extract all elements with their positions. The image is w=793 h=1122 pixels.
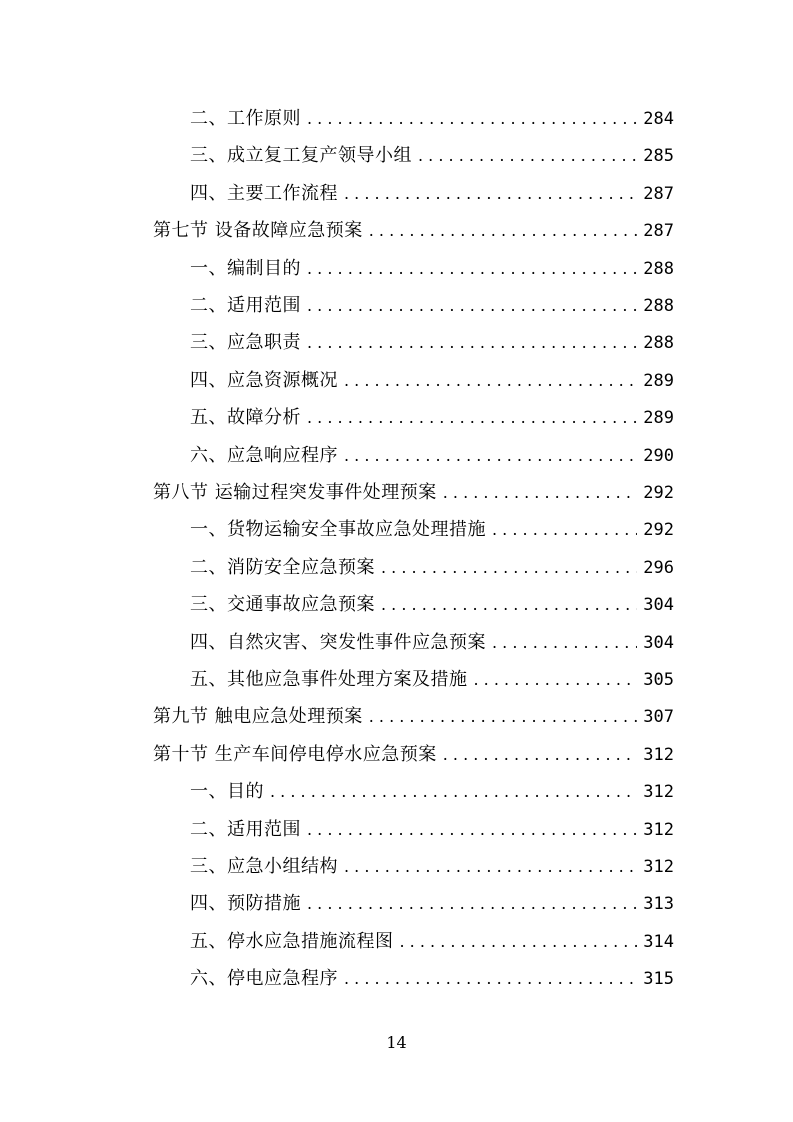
toc-dot-leader <box>307 885 637 922</box>
toc-entry-title: 三、应急小组结构 <box>190 856 338 877</box>
toc-entry-page-number: 289 <box>643 408 674 429</box>
toc-dot-leader <box>418 137 637 174</box>
toc-dot-leader <box>344 362 637 399</box>
toc-entry-title: 五、停水应急措施流程图 <box>190 930 394 952</box>
toc-subsection-entry[interactable] <box>190 250 674 287</box>
toc-entry-page-number: 287 <box>643 183 674 204</box>
toc-subsection-entry[interactable] <box>190 511 674 548</box>
toc-subsection-entry[interactable] <box>190 287 674 324</box>
toc-section-entry[interactable] <box>153 474 674 511</box>
toc-entry-title: 三、应急职责 <box>190 332 301 354</box>
toc-entry-title: 六、应急响应程序 <box>190 444 338 466</box>
toc-entry-title: 四、应急资源概况 <box>190 369 338 391</box>
toc-entry-page-number: 292 <box>643 483 674 503</box>
toc-subsection-entry[interactable] <box>190 773 674 810</box>
toc-entry-page-number: 288 <box>643 333 674 354</box>
toc-subsection-entry[interactable] <box>190 175 674 212</box>
toc-entry-title: 第七节 设备故障应急预案 <box>153 220 363 242</box>
toc-entry-page-number: 287 <box>643 221 674 242</box>
toc-entry-title: 四、自然灾害、突发性事件应急预案 <box>190 631 486 653</box>
toc-subsection-entry[interactable] <box>190 811 674 848</box>
toc-dot-leader <box>443 736 638 773</box>
toc-dot-leader <box>307 287 637 324</box>
toc-dot-leader <box>307 250 637 287</box>
toc-entry-page-number: 313 <box>643 894 674 915</box>
toc-entry-title: 一、货物运输安全事故应急处理措施 <box>190 519 486 541</box>
toc-entry-title: 二、工作原则 <box>190 108 301 129</box>
toc-entry-title: 三、成立复工复产领导小组 <box>190 145 412 167</box>
toc-dot-leader <box>307 811 637 848</box>
toc-subsection-entry[interactable] <box>190 362 674 399</box>
toc-entry-title: 六、停电应急程序 <box>190 968 338 990</box>
toc-entry-page-number: 305 <box>643 670 674 690</box>
toc-dot-leader <box>443 474 638 511</box>
toc-entry-title: 五、其他应急事件处理方案及措施 <box>190 669 468 690</box>
toc-dot-leader <box>344 848 637 885</box>
toc-dot-leader <box>381 549 637 586</box>
toc-section-entry[interactable] <box>153 698 674 735</box>
toc-subsection-entry[interactable] <box>190 399 674 436</box>
toc-entry-title: 四、预防措施 <box>190 893 301 915</box>
toc-subsection-entry[interactable] <box>190 586 674 623</box>
toc-subsection-entry[interactable] <box>190 848 674 885</box>
toc-entry-page-number: 288 <box>643 258 674 279</box>
toc-entry-title: 二、消防安全应急预案 <box>190 556 375 578</box>
toc-entry-title: 第九节 触电应急处理预案 <box>153 706 363 728</box>
toc-dot-leader <box>369 212 638 249</box>
toc-dot-leader <box>492 624 637 661</box>
toc-subsection-entry[interactable] <box>190 549 674 586</box>
toc-dot-leader <box>344 960 637 997</box>
toc-section-entry[interactable] <box>153 212 674 249</box>
toc-entry-page-number: 296 <box>643 557 674 578</box>
toc-entry-page-number: 315 <box>643 969 674 990</box>
toc-entry-page-number: 304 <box>643 595 674 616</box>
toc-subsection-entry[interactable] <box>190 923 674 960</box>
toc-entry-page-number: 304 <box>643 632 674 653</box>
toc-dot-leader <box>474 661 638 698</box>
toc-entry-title: 五、故障分析 <box>190 407 301 429</box>
toc-entry-page-number: 312 <box>643 819 674 840</box>
toc-dot-leader <box>369 698 638 735</box>
toc-entry-page-number: 307 <box>643 707 674 728</box>
toc-section-entry[interactable] <box>153 736 674 773</box>
toc-subsection-entry[interactable] <box>190 885 674 922</box>
toc-entry-page-number: 284 <box>643 109 674 129</box>
toc-entry-page-number: 285 <box>643 146 674 167</box>
toc-entry-page-number: 312 <box>643 782 674 803</box>
toc-entry-title: 第十节 生产车间停电停水应急预案 <box>153 743 437 765</box>
toc-dot-leader <box>307 399 637 436</box>
toc-entry-page-number: 289 <box>643 370 674 391</box>
toc-subsection-entry[interactable] <box>190 661 674 698</box>
toc-entry-title: 第八节 运输过程突发事件处理预案 <box>153 482 437 503</box>
toc-subsection-entry[interactable] <box>190 324 674 361</box>
toc-dot-leader <box>307 324 637 361</box>
toc-dot-leader <box>400 923 638 960</box>
toc-entry-page-number: 314 <box>643 931 674 952</box>
toc-subsection-entry[interactable] <box>190 960 674 997</box>
toc-entry-page-number: 288 <box>643 296 674 316</box>
toc-dot-leader <box>344 175 637 212</box>
toc-dot-leader <box>492 511 637 548</box>
toc-entry-title: 一、编制目的 <box>190 257 301 279</box>
toc-entry-title: 一、目的 <box>190 781 264 803</box>
toc-entry-page-number: 312 <box>643 857 674 877</box>
toc-subsection-entry[interactable] <box>190 137 674 174</box>
toc-entry-title: 三、交通事故应急预案 <box>190 594 375 616</box>
toc-entry-page-number: 312 <box>643 744 674 765</box>
toc-entry-title: 四、主要工作流程 <box>190 182 338 204</box>
toc-entry-title: 二、适用范围 <box>190 295 301 316</box>
toc-subsection-entry[interactable] <box>190 100 674 137</box>
toc-entry-page-number: 290 <box>643 445 674 466</box>
toc-subsection-entry[interactable] <box>190 624 674 661</box>
toc-entry-page-number: 292 <box>643 520 674 541</box>
toc-dot-leader <box>381 586 637 623</box>
toc-dot-leader <box>307 100 637 137</box>
toc-entry-title: 二、适用范围 <box>190 818 301 840</box>
toc-dot-leader <box>270 773 637 810</box>
toc-dot-leader <box>344 437 637 474</box>
page-number: 14 <box>386 1033 407 1052</box>
toc-subsection-entry[interactable] <box>190 437 674 474</box>
